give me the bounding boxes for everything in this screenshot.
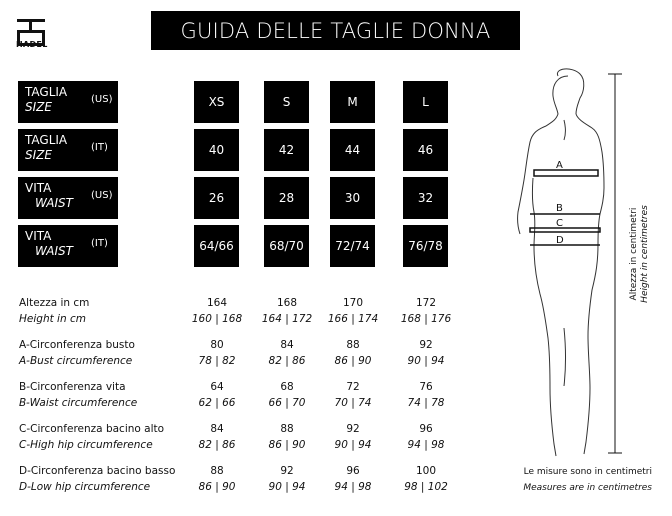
value-main: 164 [206, 297, 228, 309]
measure-label [19, 379, 137, 411]
measure-value [257, 337, 317, 369]
value-range: 90 | 94 [268, 481, 306, 493]
band-a [534, 170, 598, 176]
value-range: 90 | 94 [334, 439, 372, 451]
size-cell: 44 [330, 129, 375, 171]
value-range: 160 | 168 [191, 313, 243, 325]
measure-value [187, 379, 247, 411]
value-main: 92 [280, 465, 294, 477]
hadel-logo [16, 10, 50, 56]
measure-value [396, 463, 456, 495]
label-unit: (US) [91, 190, 113, 201]
value-range: 86 | 90 [198, 481, 236, 493]
label-it: VITA [25, 229, 52, 243]
height-axis-label [629, 184, 651, 324]
value-range: 164 | 172 [261, 313, 313, 325]
height-label-it: Altezza in centimetri [629, 207, 639, 301]
value-range: 90 | 94 [407, 355, 445, 367]
label-unit: (US) [91, 94, 113, 105]
size-cell: 40 [194, 129, 239, 171]
value-main: 88 [280, 423, 294, 435]
label-unit: (IT) [91, 238, 108, 249]
measure-label [19, 463, 175, 495]
value-range: 94 | 98 [334, 481, 372, 493]
measure-value [323, 337, 383, 369]
value-main: 172 [415, 297, 437, 309]
value-range: 66 | 70 [268, 397, 306, 409]
measure-value [323, 421, 383, 453]
measure-label [19, 295, 89, 327]
size-cell: 28 [264, 177, 309, 219]
size-cell: L [403, 81, 448, 123]
size-cell: 26 [194, 177, 239, 219]
measure-label-en: Height in cm [19, 313, 86, 325]
value-main: 92 [419, 339, 433, 351]
size-cell: 46 [403, 129, 448, 171]
label-en: WAIST [35, 244, 73, 258]
band-c [530, 228, 600, 232]
size-row-label [18, 177, 118, 219]
measure-value [396, 421, 456, 453]
value-range: 94 | 98 [407, 439, 445, 451]
value-range: 70 | 74 [334, 397, 372, 409]
note-it: Le misure sono in centimetri [523, 467, 652, 477]
label-unit: (IT) [91, 142, 108, 153]
measure-label-it: Altezza in cm [19, 297, 90, 309]
size-cell: XS [194, 81, 239, 123]
measure-label-en: C-High hip circumference [19, 439, 153, 451]
measure-label-it: D-Circonferenza bacino basso [19, 465, 176, 477]
height-label-en: Height in centimetres [640, 205, 650, 303]
hair-outline [557, 69, 583, 114]
value-main: 168 [276, 297, 298, 309]
measure-value [257, 421, 317, 453]
size-row-label [18, 81, 118, 123]
size-cell: M [330, 81, 375, 123]
measure-value [257, 379, 317, 411]
marker-d: D [556, 235, 564, 246]
value-main: 88 [346, 339, 360, 351]
label-en: WAIST [35, 196, 73, 210]
value-range: 86 | 90 [268, 439, 306, 451]
value-range: 86 | 90 [334, 355, 372, 367]
value-range: 62 | 66 [198, 397, 236, 409]
measure-label-it: C-Circonferenza bacino alto [19, 423, 165, 435]
measure-value [323, 295, 383, 327]
measure-value [323, 463, 383, 495]
measure-value [187, 337, 247, 369]
measure-label-en: D-Low hip circumference [19, 481, 151, 493]
marker-a: A [556, 160, 563, 171]
measure-value [396, 379, 456, 411]
value-main: 76 [419, 381, 433, 393]
measure-label-en: A-Bust circumference [19, 355, 133, 367]
measure-value [187, 463, 247, 495]
note-en: Measures are in centimetres [523, 483, 652, 493]
value-main: 84 [280, 339, 294, 351]
measure-value [187, 295, 247, 327]
value-main: 84 [210, 423, 224, 435]
value-main: 100 [415, 465, 437, 477]
value-main: 80 [210, 339, 224, 351]
measure-value [257, 295, 317, 327]
brand-name: HADEL [16, 40, 48, 49]
measure-value [187, 421, 247, 453]
measure-label [19, 421, 164, 453]
size-cell: 68/70 [264, 225, 309, 267]
measure-label-it: B-Circonferenza vita [19, 381, 126, 393]
size-cell: 42 [264, 129, 309, 171]
size-cell: 30 [330, 177, 375, 219]
label-en: SIZE [25, 100, 52, 114]
body-silhouette [518, 76, 604, 456]
value-range: 82 | 86 [268, 355, 306, 367]
size-cell: 76/78 [403, 225, 448, 267]
label-it: TAGLIA [25, 85, 68, 99]
value-main: 92 [346, 423, 360, 435]
measure-label [19, 337, 135, 369]
value-range: 168 | 176 [400, 313, 452, 325]
marker-b: B [556, 203, 563, 214]
value-main: 72 [346, 381, 360, 393]
value-range: 166 | 174 [327, 313, 379, 325]
value-main: 96 [346, 465, 360, 477]
value-main: 96 [419, 423, 433, 435]
value-main: 68 [280, 381, 294, 393]
size-cell: 32 [403, 177, 448, 219]
marker-c: C [556, 218, 563, 229]
value-main: 170 [342, 297, 364, 309]
body-figure [500, 68, 640, 464]
value-range: 74 | 78 [407, 397, 445, 409]
value-main: 64 [210, 381, 224, 393]
measure-label-it: A-Circonferenza busto [19, 339, 135, 351]
measure-value [323, 379, 383, 411]
measure-value [396, 295, 456, 327]
label-en: SIZE [25, 148, 52, 162]
units-note [490, 464, 652, 496]
measure-value [257, 463, 317, 495]
label-it: VITA [25, 181, 52, 195]
size-row-label [18, 129, 118, 171]
size-row-label [18, 225, 118, 267]
measure-label-en: B-Waist circumference [19, 397, 138, 409]
value-range: 78 | 82 [198, 355, 236, 367]
size-cell: S [264, 81, 309, 123]
value-main: 88 [210, 465, 224, 477]
size-cell: 72/74 [330, 225, 375, 267]
label-it: TAGLIA [25, 133, 68, 147]
size-cell: 64/66 [194, 225, 239, 267]
value-range: 82 | 86 [198, 439, 236, 451]
value-range: 98 | 102 [404, 481, 448, 493]
page-title: GUIDA DELLE TAGLIE DONNA [151, 11, 520, 50]
measure-value [396, 337, 456, 369]
